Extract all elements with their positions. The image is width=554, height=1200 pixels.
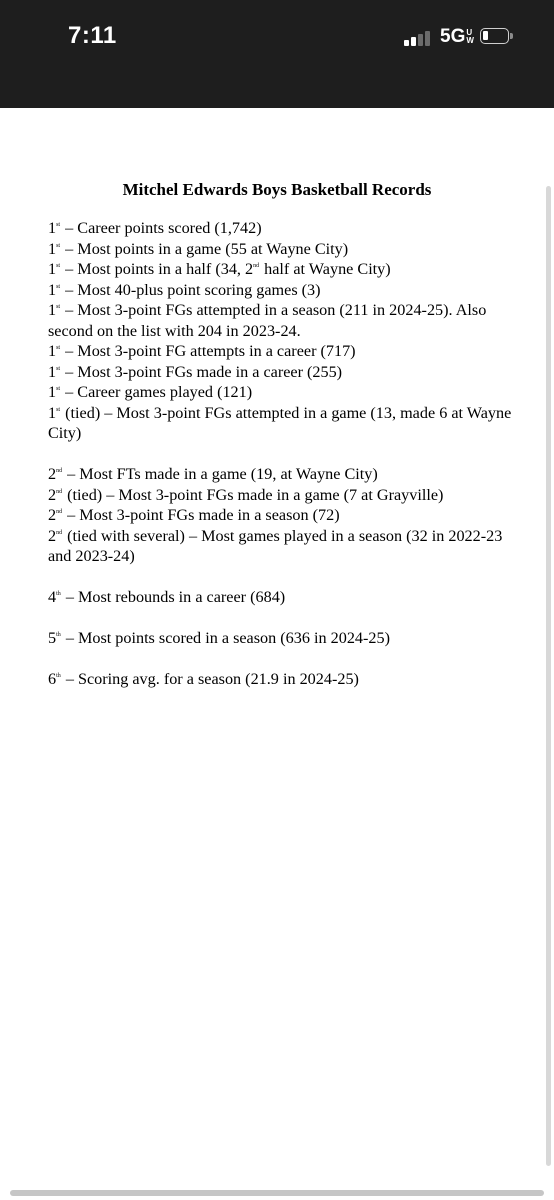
section-gap [48,608,518,629]
battery-level [483,31,488,40]
record-item: 2nd – Most 3-point FGs made in a season (72) [48,506,340,524]
record-item: 1st – Most 3-point FGs made in a career (255) [48,362,343,381]
section-gap [48,444,518,465]
home-indicator[interactable] [10,1190,544,1196]
battery-tip [510,33,513,39]
record-item: 5th – Most points scored in a season (636 in 2024-25) [48,629,390,647]
record-item: 1st – Most points in a half (34, 2nd half at Wayne City) [48,260,391,278]
records-list [48,218,518,690]
section-gap [48,649,518,670]
network-uw-top: U [466,28,473,37]
record-item: 1st – Most points in a game (55 at Wayne City) [48,239,349,258]
record-item: 1st – Career games played (121) [48,383,253,401]
record-item: 2nd (tied) – Most 3-point FGs made in a game (7 at Grayville) [48,485,444,504]
status-time: 7:11 [68,22,117,49]
record-item: 2nd – Most FTs made in a game (19, at Wayne City) [48,465,378,483]
network-type: 5G [440,26,466,47]
record-item: 2nd (tied with several) – Most games played in a season (32 in 2022-23 and 2023-24) [48,526,503,565]
record-item: 6th – Scoring avg. for a season (21.9 in 2024-25) [48,670,359,688]
status-bar [0,0,554,108]
section-gap [48,567,518,588]
document-page [0,108,554,1200]
battery-icon [480,28,509,44]
record-item: 1st – Most 3-point FG attempts in a career (717) [48,342,356,360]
record-item: 4th – Most rebounds in a career (684) [48,588,286,606]
network-indicator [440,26,474,48]
document-title: Mitchel Edwards Boys Basketball Records [122,180,432,199]
record-item: 1st – Most 40-plus point scoring games (3) [48,280,321,299]
network-uw-bottom: W [466,36,474,45]
record-item: 1st (tied) – Most 3-point FGs attempted in a game (13, made 6 at Wayne City) [48,403,512,442]
record-item: 1st – Most 3-point FGs attempted in a season (211 in 2024-25). Also second on the list with 204 in 2023-24. [48,301,487,340]
cellular-signal-icon [404,30,434,46]
network-uw-label [466,29,474,45]
scrollbar[interactable] [546,186,551,1166]
record-item: 1st – Career points scored (1,742) [48,219,262,237]
